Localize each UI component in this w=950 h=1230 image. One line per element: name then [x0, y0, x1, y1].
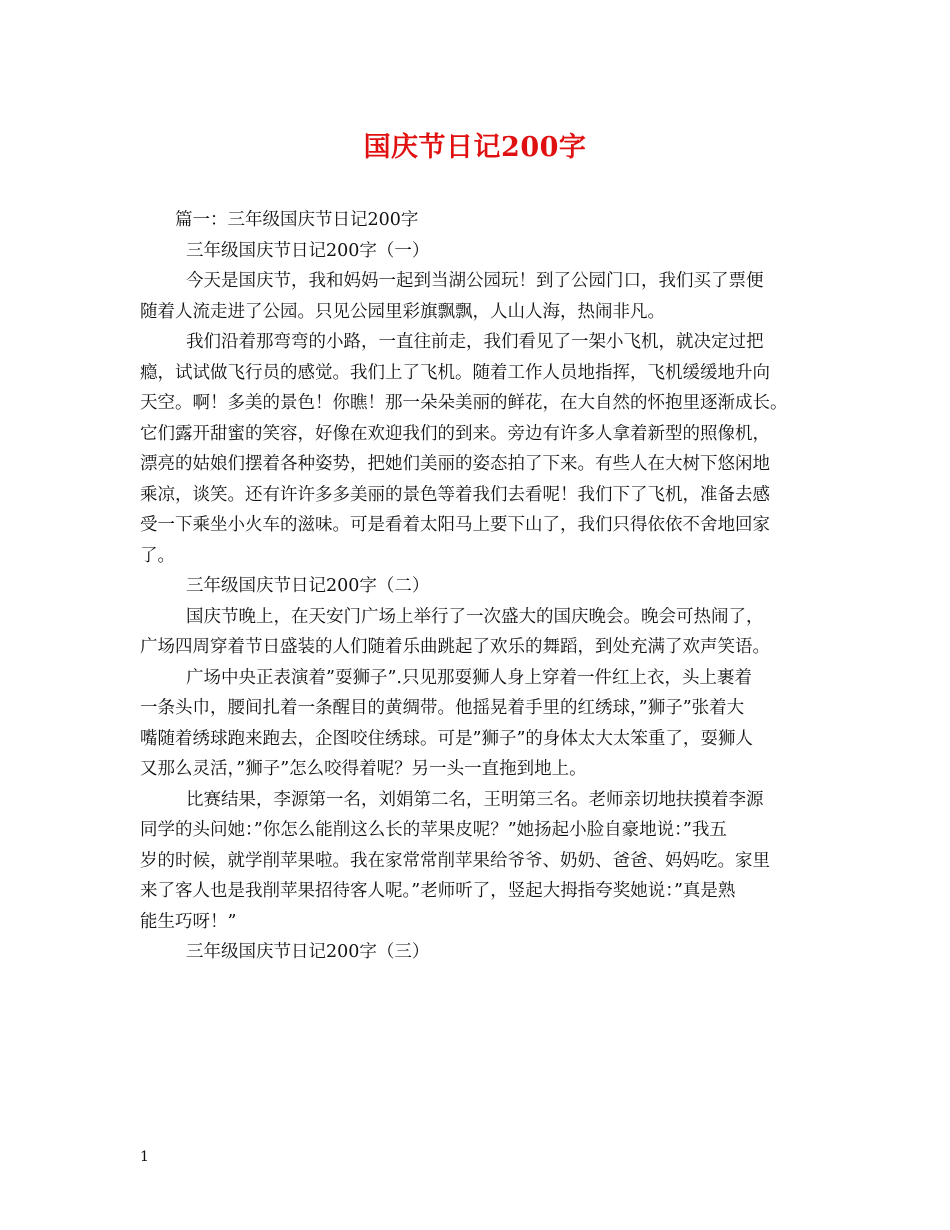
- paragraph-line: 比赛结果，李源第一名，刘娟第二名，王明第三名。老师亲切地扶摸着李源: [186, 789, 764, 810]
- paragraph-line: 漂亮的姑娘们摆着各种姿势，把她们美丽的姿态拍了下来。有些人在大树下悠闲地: [140, 454, 770, 474]
- paragraph-line: 嘴随着绣球跑来跑去，企图咬住绣球。可是”狮子”的身体太大太笨重了，耍狮人: [140, 728, 753, 749]
- page-number: 1: [140, 1149, 149, 1165]
- section-heading: 篇一：三年级国庆节日记200字: [175, 210, 419, 230]
- paragraph-line: 随着人流走进了公园。只见公园里彩旗飘飘，人山人海，热闹非凡。: [140, 301, 665, 322]
- paragraph-line: 能生巧呀！”: [140, 911, 237, 932]
- paragraph-line: 我们沿着那弯弯的小路，一直往前走，我们看见了一架小飞机，就决定过把: [186, 332, 764, 352]
- paragraph-line: 乘凉，谈笑。还有许许多多美丽的景色等着我们去看呢！我们下了飞机，准备去感: [140, 484, 770, 505]
- paragraph-line: 广场中央正表演着”耍狮子”.只见那耍狮人身上穿着一件红上衣，头上裹着: [186, 667, 752, 688]
- paragraph-line: 天空。啊！多美的景色！你瞧！那一朵朵美丽的鲜花，在大自然的怀抱里逐渐成长。: [140, 393, 788, 413]
- paragraph-line: 受一下乘坐小火车的滋味。可是看着太阳马上要下山了，我们只得依依不舍地回家: [140, 515, 770, 535]
- paragraph-line: 同学的头问她：”你怎么能削这么长的苹果皮呢？”她扬起小脸自豪地说：”我五: [140, 820, 727, 840]
- paragraph-line: 广场四周穿着节日盛装的人们随着乐曲跳起了欢乐的舞蹈，到处充满了欢声笑语。: [140, 637, 770, 657]
- paragraph-line: 瘾，试试做飞行员的感觉。我们上了飞机。随着工作人员地指挥，飞机缓缓地升向: [140, 362, 770, 383]
- subsection-heading: 三年级国庆节日记200字（一）: [186, 240, 430, 261]
- paragraph-line: 国庆节晚上，在天安门广场上举行了一次盛大的国庆晚会。晚会可热闹了，: [186, 606, 764, 627]
- paragraph-line: 来了客人也是我削苹果招待客人呢。”老师听了，竖起大拇指夸奖她说：”真是熟: [140, 881, 736, 901]
- document-title: 国庆节日记200字: [363, 132, 587, 163]
- paragraph-line: 岁的时候，就学削苹果啦。我在家常常削苹果给爷爷、奶奶、爸爸、妈妈吃。家里: [140, 850, 770, 871]
- paragraph-line: 一条头巾，腰间扎着一条醒目的黄绸带。他摇晃着手里的红绣球，”狮子”张着大: [140, 698, 745, 718]
- paragraph-line: 了。: [140, 545, 175, 566]
- document-body: [140, 205, 830, 968]
- subsection-heading: 三年级国庆节日记200字（三）: [186, 942, 430, 962]
- paragraph-line: 又那么灵活，”狮子”怎么咬得着呢？另一头一直拖到地上。: [140, 759, 587, 779]
- subsection-heading: 三年级国庆节日记200字（二）: [186, 576, 430, 596]
- paragraph-line: 今天是国庆节，我和妈妈一起到当湖公园玩！到了公园门口，我们买了票便: [186, 271, 764, 291]
- paragraph-line: 它们露开甜蜜的笑容，好像在欢迎我们的到来。旁边有许多人拿着新型的照像机，: [140, 423, 770, 444]
